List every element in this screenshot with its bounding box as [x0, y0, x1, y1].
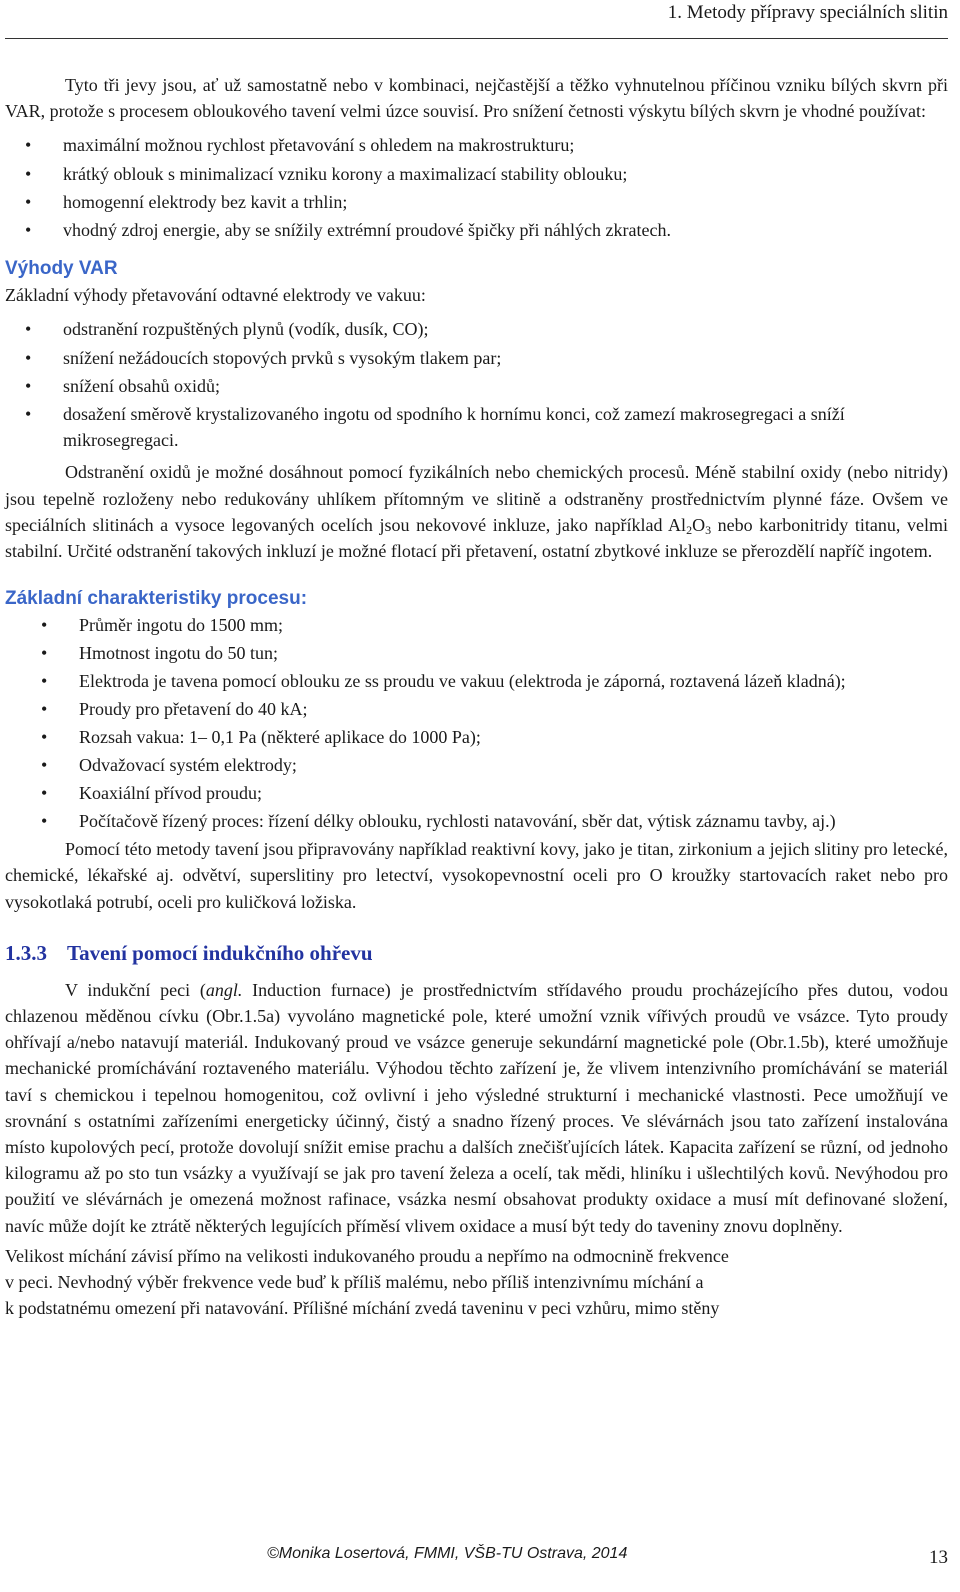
page-number: 13: [929, 1547, 948, 1568]
section-heading: [5, 939, 948, 967]
list-item: • Elektroda je tavena pomocí oblouku ze ss proudu ve vakuu (elektroda je záporná, roztavená lázeň kladná);: [5, 668, 948, 695]
list-item: • Počítačově řízený proces: řízení délky oblouku, rychlosti natavování, sběr dat, výtisk záznamu tavby, aj.): [5, 808, 948, 835]
body-content: [5, 72, 948, 1322]
advantages-lead: Základní výhody přetavování odtavné elektrody ve vakuu:: [5, 285, 426, 306]
intro-list: [5, 132, 948, 243]
induction-paragraph: V indukční peci (angl. Induction furnace) je prostřednictvím střídavého proudu procházejícího přes dutou, vodou chlazenou měděnou cívku (Obr.1.5a) vyvoláno magnetické pole, které umožní vznik vířivých proudů ve vsázce. Tyto proudy ohřívají a/nebo natavují materiál. Indukovaný proud ve vsázce generuje sekundární magnetické pole (Obr.1.5b), které umožňuje mechanické promíchávání roztaveného materiálu. Výhodou těchto zařízení je, že vlivem intenzivního promíchávání se materiál taví s chemickou i tepelnou homogenitou, což ovlivní i jeho výsledné strukturní i mechanické vlastnosti. Pece umožňují ve srovnání s ostatními zařízeními energeticky účinný, čistý a snadno řízený proces. Ve slévárnách jsou tato zařízení instalována místo kupolových pecí, protože dovolují snížit emise prachu a dalších znečišťujících látek. Kapacita zařízení se různí, od jednoho kilogramu až po sto tun vsázky a využívají se jak pro tavení železa a ocelí, tak mědi, hliníku i ušlechtilých kovů. Nevýhodou pro použití ve slévárnách je omezená možnost rafinace, vsázka nesmí obsahovat produkty oxidace a musí mít definované složení, navíc může dojít ke ztrátě některých legujících příměsí vlivem oxidace a musí být tedy do taveniny znovu doplněny.: [5, 979, 948, 1236]
list-item: • odstranění rozpuštěných plynů (vodík, dusík, CO);: [5, 316, 948, 342]
header-rule: [5, 38, 948, 39]
list-item: • vhodný zdroj energie, aby se snížily extrémní proudové špičky při náhlých zkratech.: [5, 217, 948, 243]
section-number: 1.3.3: [5, 940, 47, 965]
advantages-list: [5, 316, 948, 453]
intro-paragraph: Tyto tři jevy jsou, ať už samostatně nebo v kombinaci, nejčastější a těžko vyhnutelnou příčinou vzniku bílých skvrn při VAR, protože s procesem obloukového tavení velmi úzce souvisí. Pro snížení četnosti výskytu bílých skvrn je vhodné používat:: [5, 75, 948, 122]
list-item: • dosažení směrově krystalizovaného ingotu od spodního k hornímu konci, což zamezí makrosegregaci a sníží mikrosegregaci.: [5, 401, 948, 453]
list-item: • snížení obsahů oxidů;: [5, 373, 948, 399]
list-item: • snížení nežádoucích stopových prvků s vysokým tlakem par;: [5, 345, 948, 371]
running-header: 1. Metody přípravy speciálních slitin: [667, 2, 948, 23]
list-item: • Koaxiální přívod proudu;: [5, 780, 948, 807]
page-footer: [5, 1545, 948, 1575]
applications-paragraph: Pomocí této metody tavení jsou připravovány například reaktivní kovy, jako je titan, zirkonium a jejich slitiny pro letecké, chemické, lékařské aj. odvětví, superslitiny pro letectví, vysokopevnostní oceli pro O kroužky startovacích raket nebo pro vysokotlaká potrubí, oceli pro kuličková ložiska.: [5, 839, 948, 912]
oxides-paragraph: Odstranění oxidů je možné dosáhnout pomocí fyzikálních nebo chemických procesů. Méně stabilní oxidy (nebo nitridy) jsou tepelně rozloženy nebo redukovány uhlíkem přítomným ve slitině a odstraněny prostřednictvím plynné fáze. Ovšem ve speciálních slitinách a vysoce legovaných ocelích jsou nekovové inkluze, jako například $Al_2O_3$ nebo karbonitridy titanu, velmi stabilní. Určité odstranění takových inkluzí je možné flotací při přetavení, ostatní zbytkové inkluze se přerozdělí napříč ingotem.: [5, 462, 948, 562]
list-item: • krátký oblouk s minimalizací vzniku korony a maximalizací stability oblouku;: [5, 161, 948, 187]
heading-characteristics: Základní charakteristiky procesu:: [5, 588, 308, 610]
characteristics-list: [5, 612, 948, 835]
list-item: • Rozsah vakua: 1– 0,1 Pa (některé aplikace do 1000 Pa);: [5, 724, 948, 751]
list-item: • homogenní elektrody bez kavit a trhlin;: [5, 189, 948, 215]
stirring-paragraph: Velikost míchání závisí přímo na velikosti indukovaného proudu a nepřímo na odmocnině frekvence v peci. Nevhodný výběr frekvence vede buď k příliš malému, nebo příliš intenzivnímu míchání a k podstatnému omezení při natavování. Přílišné míchání zvedá taveninu v peci vzhůru, mimo stěny: [5, 1245, 729, 1319]
list-item: • maximální možnou rychlost přetavování s ohledem na makrostrukturu;: [5, 132, 948, 158]
list-item: • Průměr ingotu do 1500 mm;: [5, 612, 948, 639]
section-title: Tavení pomocí indukčního ohřevu: [67, 940, 373, 965]
list-item: • Proudy pro přetavení do 40 kA;: [5, 696, 948, 723]
footer-copyright: ©Monika Losertová, FMMI, VŠB-TU Ostrava, 2014: [267, 1545, 628, 1562]
list-item: • Odvažovací systém elektrody;: [5, 752, 948, 779]
heading-advantages: Výhody VAR: [5, 258, 118, 280]
list-item: • Hmotnost ingotu do 50 tun;: [5, 640, 948, 667]
